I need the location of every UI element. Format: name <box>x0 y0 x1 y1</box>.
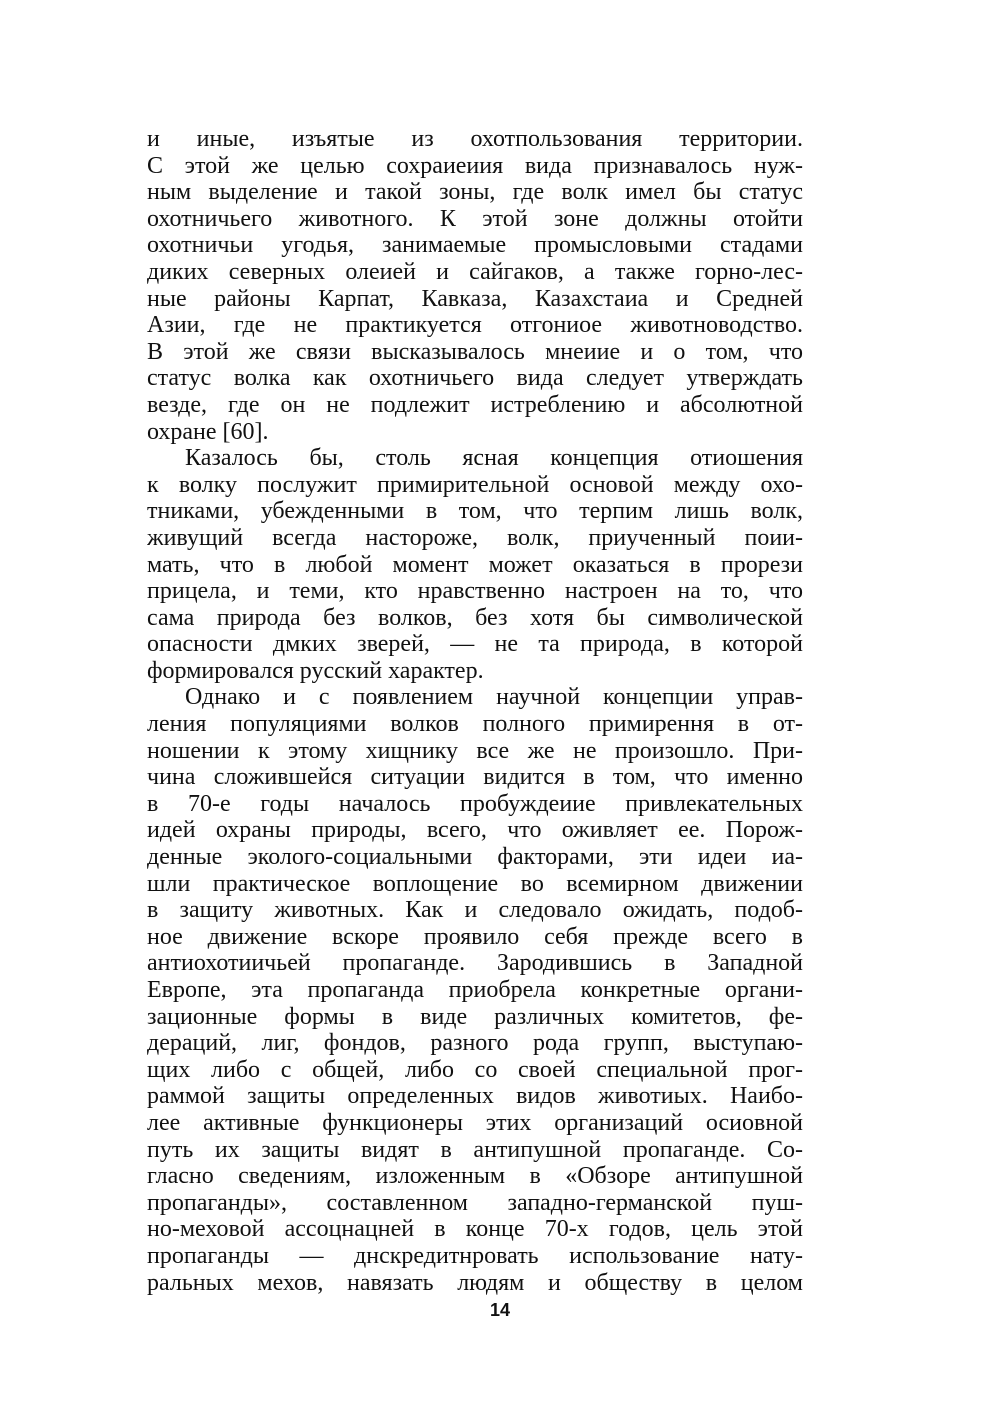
paragraph-2 <box>147 445 803 684</box>
text-line: чина сложившейся ситуации видится в том, что именно <box>147 764 803 791</box>
text-line: статус волка как охотничьего вида следует утверждать <box>147 365 803 392</box>
text-line: мать, что в любой момент может оказаться в прорези <box>147 551 803 578</box>
text-line: пропаганды — днскредитнровать использование нату- <box>147 1242 803 1269</box>
page-number: 14 <box>489 1300 511 1320</box>
text-line: охотничьи угодья, занимаемые промысловыми стадами <box>147 232 803 259</box>
text-line: Однако и с появлением научной концепции управ- <box>185 684 803 711</box>
text-line: С этой же целью сохраиеиия вида признавалось нуж- <box>147 152 803 179</box>
text-line: ное движение вскоре проявило себя прежде всего в <box>147 923 803 950</box>
text-line: шли практическое воплощение во всемирном движении <box>147 870 803 897</box>
text-line: охране [60]. <box>147 418 269 445</box>
text-line: диких северных олеией и сайгаков, а также горно-лес- <box>147 258 803 285</box>
text-line: сама природа без волков, без хотя бы символической <box>147 604 803 631</box>
text-line: к волку послужит примирительной основой между охо- <box>147 471 803 498</box>
text-line: путь их защиты видят в антипушной пропаганде. Со- <box>147 1136 803 1163</box>
text-line: щих либо с общей, либо со своей специальной прог- <box>147 1056 803 1083</box>
text-line: идей охраны природы, всего, что оживляет ее. Порож- <box>147 817 803 844</box>
text-line: ношении к этому хищнику все же не произошло. При- <box>147 737 803 764</box>
text-line: Казалось бы, столь ясная концепция отиошения <box>185 445 803 472</box>
text-line: и иные, изъятые из охотпользования территории. <box>147 126 803 152</box>
text-line: дераций, лиг, фондов, разного рода групп, выступаю- <box>147 1030 803 1057</box>
text-line: опасности дмких зверей, — не та природа, в которой <box>147 631 803 658</box>
text-line: ные районы Карпат, Кавказа, Казахстаиа и Средней <box>147 285 803 312</box>
text-line: пропаганды», составленном западно-германской пуш- <box>147 1189 803 1216</box>
text-line: в защиту животных. Как и следовало ожидать, подоб- <box>147 897 803 924</box>
text-line: в 70-е годы началось пробуждеиие привлекательных <box>147 790 803 817</box>
text-line: тниками, убежденными в том, что терпим лишь волк, <box>147 498 803 525</box>
text-line: Европе, эта пропаганда приобрела конкретные органи- <box>147 977 803 1003</box>
paragraph-1 <box>147 126 803 445</box>
text-line: денные эколого-социальными факторами, эти идеи иа- <box>147 844 803 871</box>
text-line: Азии, где не практикуется отгониое животноводство. <box>147 312 803 339</box>
text-line: раммой защиты определенных видов животиых. Наибо- <box>147 1083 803 1110</box>
text-line: живущий всегда настороже, волк, приученный поии- <box>147 524 803 551</box>
text-line: везде, где он не подлежит истреблению и абсолютной <box>147 391 803 418</box>
text-line: ления популяциями волков полного примирення в от- <box>147 711 803 738</box>
text-line: ральных мехов, навязать людям и обществу в целом <box>147 1269 803 1296</box>
text-line: ным выделение и такой зоны, где волк имел бы статус <box>147 179 803 206</box>
text-line: антиохотиичьей пропаганде. Зародившись в Западной <box>147 950 803 977</box>
text-line: гласно сведениям, изложенным в «Обзоре антипушной <box>147 1163 803 1190</box>
text-line: формировался русский характер. <box>147 657 484 684</box>
page-body <box>147 126 803 1296</box>
text-line: зационные формы в виде различных комитетов, фе- <box>147 1003 803 1030</box>
text-line: лее активные функционеры этих организаций осиовной <box>147 1109 803 1136</box>
text-line: прицела, и теми, кто нравственно настроен на то, что <box>147 578 803 605</box>
text-line: но-меховой ассоцнацней в конце 70-х годов, цель этой <box>147 1216 803 1243</box>
text-line: охотничьего животного. К этой зоне должны отойти <box>147 205 803 232</box>
text-line: В этой же связи высказывалось мнеиие и о том, что <box>147 338 803 365</box>
paragraph-3 <box>147 684 803 1296</box>
